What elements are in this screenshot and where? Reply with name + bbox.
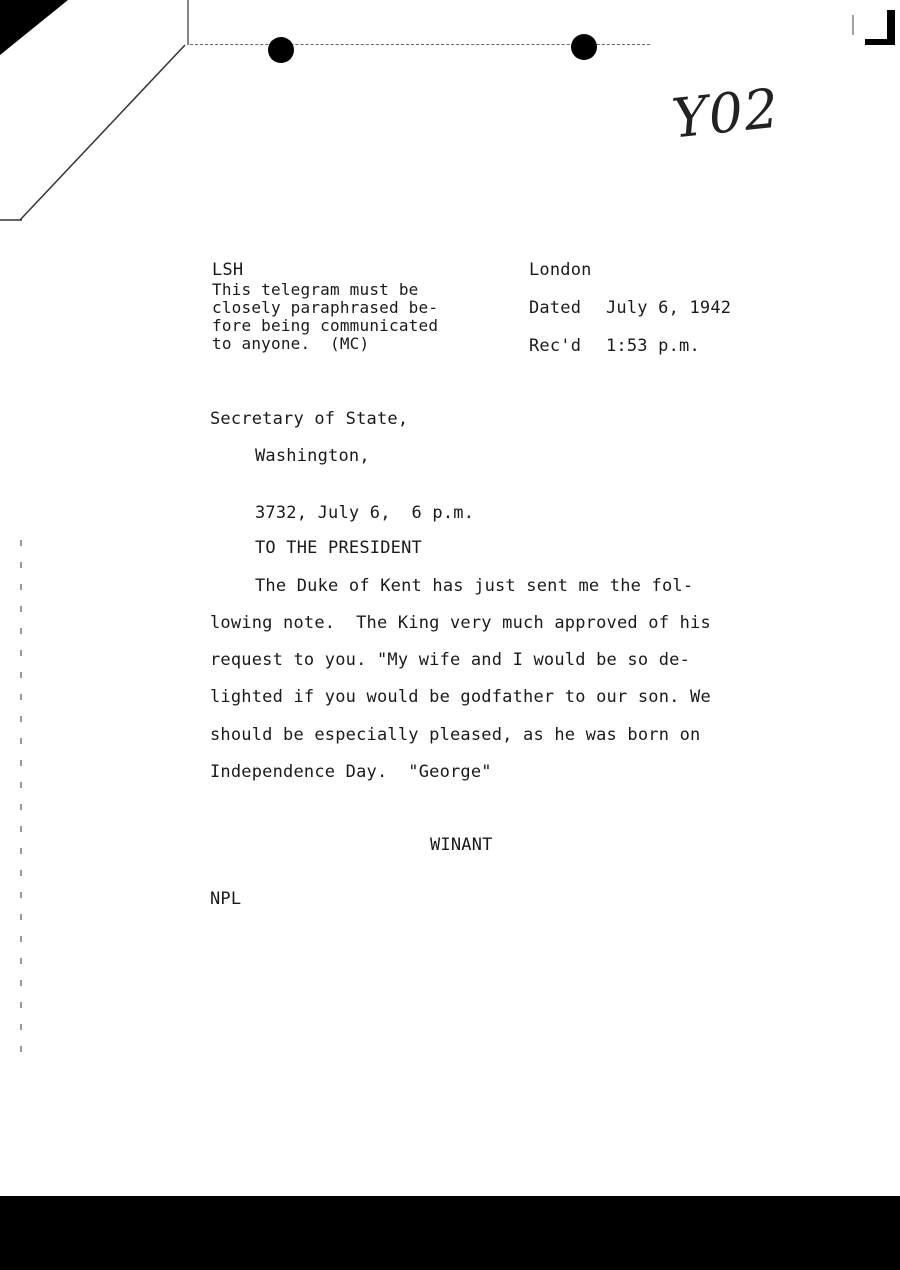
routing-code: LSH (212, 260, 244, 280)
folded-corner-mark (0, 0, 200, 230)
scan-bottom-band (0, 1196, 900, 1270)
dated-value: July 6, 1942 (606, 298, 732, 318)
left-margin-dots (20, 540, 22, 1060)
footer-code: NPL (210, 889, 242, 909)
body-line-4: lighted if you would be godfather to our son. We (210, 687, 711, 707)
archive-number: Y02 (669, 76, 783, 151)
addressee-line-1: Secretary of State, (210, 409, 409, 429)
body-line-1: The Duke of Kent has just sent me the fol- (255, 576, 694, 596)
addressee-line-2: Washington, (255, 446, 370, 466)
origin-city: London (529, 260, 592, 280)
message-attention: TO THE PRESIDENT (255, 538, 422, 558)
punch-hole-left (268, 37, 294, 63)
caution-line-1: This telegram must be (212, 280, 419, 299)
signature: WINANT (430, 835, 493, 855)
body-line-5: should be especially pleased, as he was born on (210, 725, 701, 745)
received-value: 1:53 p.m. (606, 336, 700, 356)
caution-line-3: fore being communicated (212, 316, 439, 335)
body-line-2: lowing note. The King very much approved of his (210, 613, 711, 633)
received-label: Rec'd (529, 336, 582, 356)
dated-label: Dated (529, 298, 582, 318)
message-reference: 3732, July 6, 6 p.m. (255, 503, 475, 523)
punch-hole-right (571, 34, 597, 60)
caution-line-2: closely paraphrased be- (212, 298, 439, 317)
top-right-mark (845, 5, 900, 50)
caution-line-4: to anyone. (MC) (212, 334, 370, 353)
body-line-6: Independence Day. "George" (210, 762, 492, 782)
body-line-3: request to you. "My wife and I would be so de- (210, 650, 691, 670)
